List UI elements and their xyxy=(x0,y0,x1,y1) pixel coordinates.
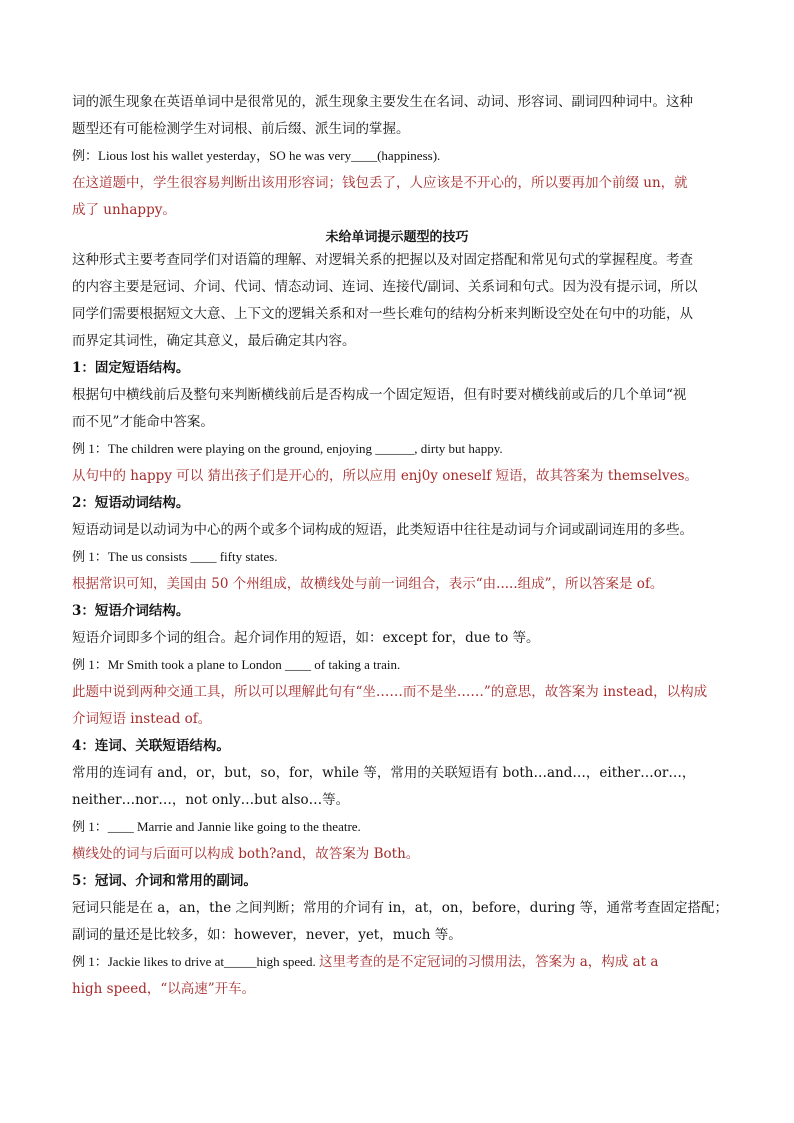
example-sentence: 例 1：Mr Smith took a plane to London ____ of taking a train. xyxy=(72,657,401,672)
overview-line: 这种形式主要考查同学们对语篇的理解、对逻辑关系的把握以及对固定搭配和常见句式的掌握程度。考查 xyxy=(72,252,693,268)
subsection-desc: 短语动词是以动词为中心的两个或多个词构成的短语，此类短语中往往是动词与介词或副词连用的多些。 xyxy=(72,522,693,538)
answer-explanation: 横线处的词与后面可以构成 both?and，故答案为 Both。 xyxy=(72,846,420,862)
answer-explanation: 在这道题中，学生很容易判断出该用形容词；钱包丢了，人应该是不开心的，所以要再加个前缀 un，就 xyxy=(72,175,688,191)
example-sentence xyxy=(72,952,722,972)
example-text: 例 1：Jackie likes to drive at_____high speed. xyxy=(72,954,319,969)
subsection-desc: 常用的连词有 and，or，but，so，for，while 等，常用的关联短语有 both…and…，either…or…， xyxy=(72,765,696,781)
subsection-heading: 1：固定短语结构。 xyxy=(72,360,190,376)
subsection-desc: neither…nor…，not only…but also…等。 xyxy=(72,792,350,808)
example-sentence: 例 1：____ Marrie and Jannie like going to the theatre. xyxy=(72,819,361,834)
subsection-desc: 冠词只能是在 a，an，the 之间判断；常用的介词有 in，at，on，before，during 等，通常考查固定搭配； xyxy=(72,900,729,916)
answer-explanation: 成了 unhappy。 xyxy=(72,202,176,218)
subsection-heading: 4：连词、关联短语结构。 xyxy=(72,738,230,754)
subsection-heading: 2：短语动词结构。 xyxy=(72,495,190,511)
answer-explanation-inline: 这里考查的是不定冠词的习惯用法，答案为 a，构成 at a xyxy=(318,954,659,970)
overview-line: 的内容主要是冠词、介词、代词、情态动词、连词、连接代/副词、关系词和句式。因为没有提示词，所以 xyxy=(72,279,698,295)
example-sentence: 例 1：The us consists ____ fifty states. xyxy=(72,549,278,564)
example-sentence: 例：Lious lost his wallet yesterday，SO he was very____(happiness). xyxy=(72,148,441,163)
subsection-desc: 根据句中横线前后及整句来判断横线前后是否构成一个固定短语，但有时要对横线前或后的几个单词“视 xyxy=(72,387,687,403)
subsection-heading: 5：冠词、介词和常用的副词。 xyxy=(72,873,257,889)
intro-line: 词的派生现象在英语单词中是很常见的，派生现象主要发生在名词、动词、形容词、副词四种词中。这种 xyxy=(72,94,693,110)
overview-line: 同学们需要根据短文大意、上下文的逻辑关系和对一些长难句的结构分析来判断设空处在句中的功能，从 xyxy=(72,306,693,322)
intro-line: 题型还有可能检测学生对词根、前后缀、派生词的掌握。 xyxy=(72,121,410,137)
answer-explanation: 从句中的 happy 可以 猜出孩子们是开心的，所以应用 enj0y oneself 短语，故其答案为 themselves。 xyxy=(72,468,699,484)
subsection-desc: 短语介词即多个词的组合。起介词作用的短语，如：except for，due to 等。 xyxy=(72,630,540,646)
subsection-heading: 3：短语介词结构。 xyxy=(72,603,190,619)
document-page xyxy=(72,92,729,999)
answer-explanation: 此题中说到两种交通工具，所以可以理解此句有“坐……而不是坐……”的意思，故答案为 instead，以构成 xyxy=(72,684,708,700)
subsection-desc: 副词的量还是比较多，如：however，never，yet，much 等。 xyxy=(72,927,462,943)
subsection-desc: 而不见”才能命中答案。 xyxy=(72,414,214,430)
section-title: 未给单词提示题型的技巧 xyxy=(325,230,469,245)
example-sentence: 例 1：The children were playing on the ground, enjoying ______, dirty but happy. xyxy=(72,441,503,456)
answer-explanation: 介词短语 instead of。 xyxy=(72,711,212,727)
answer-explanation: 根据常识可知，美国由 50 个州组成，故横线处与前一词组合，表示“由.....组成”，所以答案是 of。 xyxy=(72,576,664,592)
answer-explanation: high speed，“以高速”开车。 xyxy=(72,981,256,997)
overview-line: 而界定其词性，确定其意义，最后确定其内容。 xyxy=(72,333,356,349)
